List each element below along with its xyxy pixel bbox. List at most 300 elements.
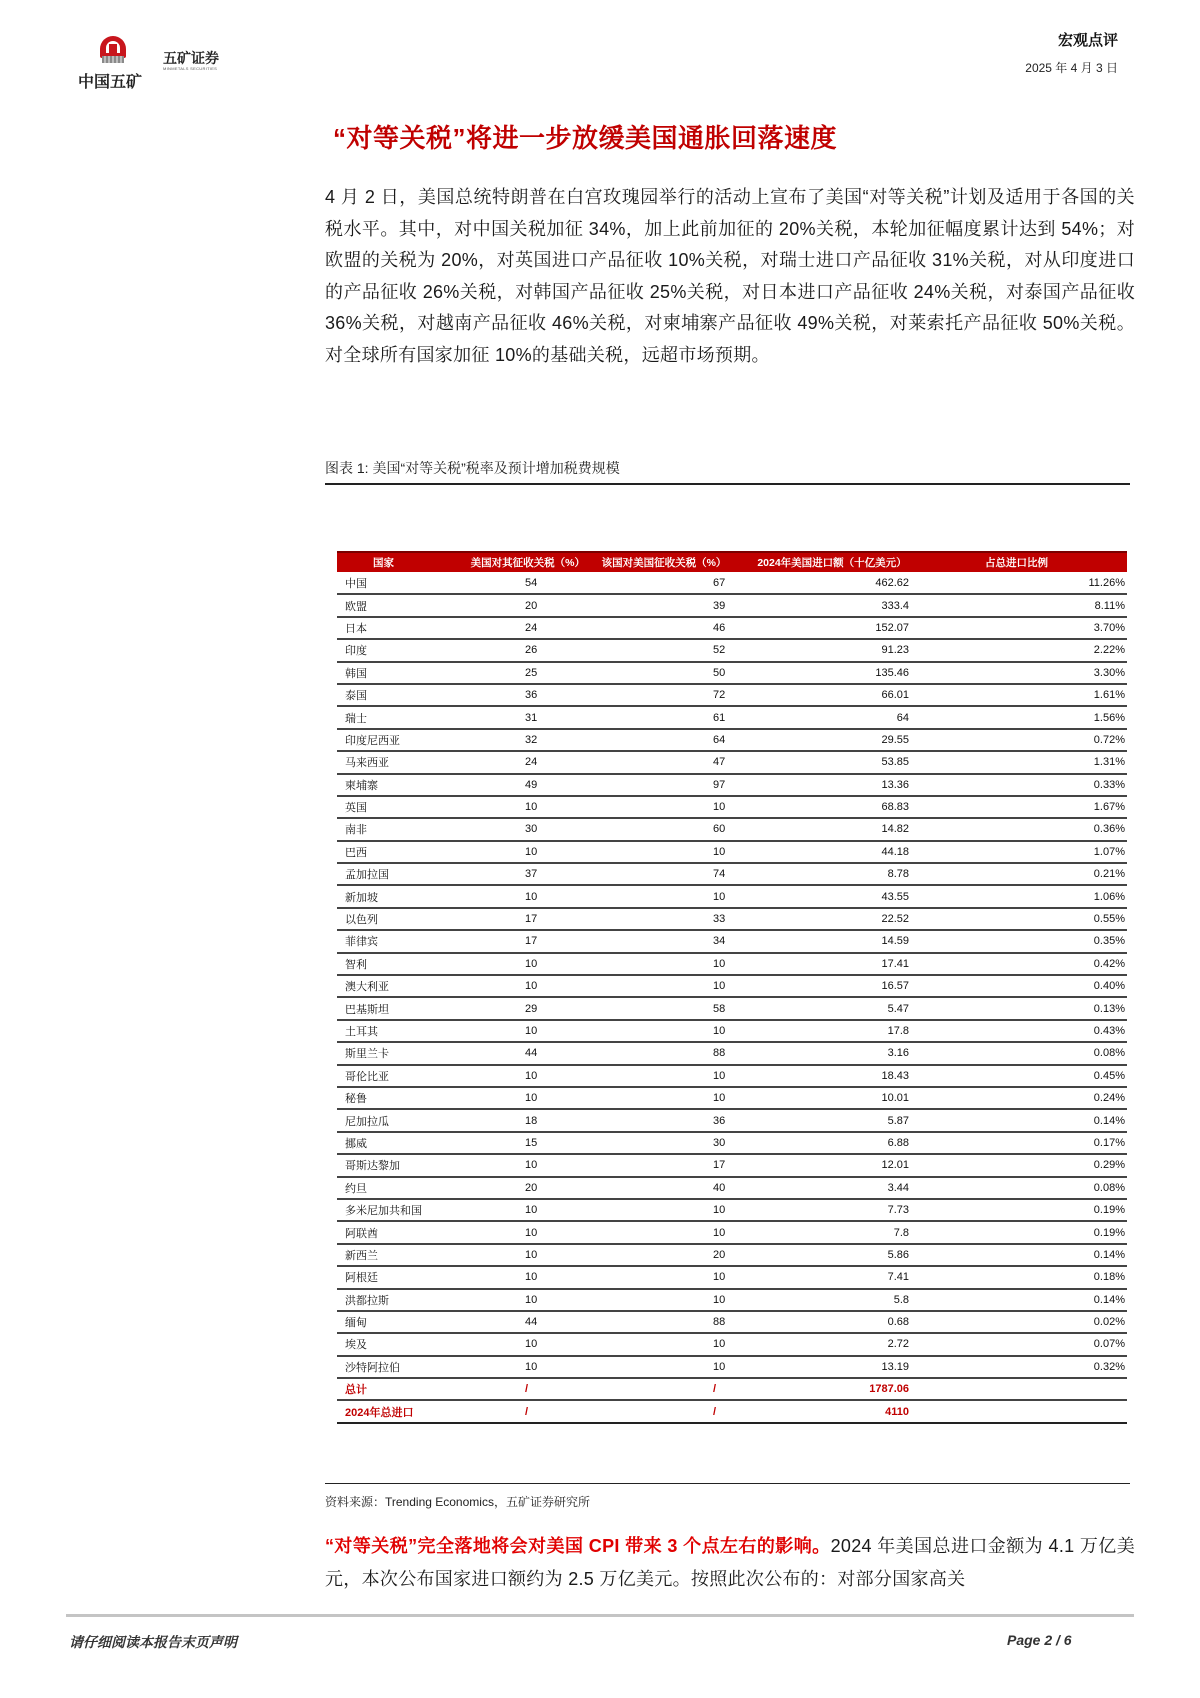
cell-country-tariff-value: 47 <box>713 756 726 769</box>
table-header-row <box>337 552 1127 572</box>
header-import-value: 2024年美国进口额（十亿美元） <box>739 552 925 572</box>
table-row <box>337 639 1127 661</box>
cell-country: 英国 <box>337 796 429 818</box>
cell-country-tariff-value: 97 <box>713 778 726 791</box>
cell-us-tariff <box>429 1311 589 1333</box>
cell-import-value <box>739 1356 925 1378</box>
cell-country-tariff <box>589 997 739 1019</box>
cell-import-share: 0.07% <box>925 1333 1127 1355</box>
cell-import-value-value: 5.86 <box>887 1248 909 1261</box>
cell-country: 总计 <box>337 1378 429 1400</box>
cell-import-share: 0.08% <box>925 1042 1127 1064</box>
cell-country: 澳大利亚 <box>337 975 429 997</box>
cell-import-share: 0.36% <box>925 818 1127 840</box>
cell-us-tariff <box>429 1132 589 1154</box>
cell-country-tariff-value: 72 <box>713 689 726 702</box>
cell-country-tariff <box>589 1378 739 1400</box>
cell-us-tariff-value: 32 <box>525 733 538 746</box>
cell-country-tariff-value: / <box>713 1405 717 1418</box>
cell-import-value-value: 18.43 <box>881 1069 909 1082</box>
cell-import-share: 8.11% <box>925 594 1127 616</box>
cell-us-tariff <box>429 997 589 1019</box>
cell-us-tariff <box>429 617 589 639</box>
table-row <box>337 617 1127 639</box>
cell-us-tariff-value: 54 <box>525 576 538 589</box>
cell-us-tariff-value: 24 <box>525 756 538 769</box>
cell-us-tariff <box>429 1087 589 1109</box>
cell-import-value <box>739 1244 925 1266</box>
cell-us-tariff <box>429 1333 589 1355</box>
cell-import-value <box>739 729 925 751</box>
cell-us-tariff-value: 10 <box>525 1271 538 1284</box>
cell-us-tariff-value: 15 <box>525 1136 538 1149</box>
cell-country-tariff-value: / <box>713 1383 717 1396</box>
cell-us-tariff-value: 29 <box>525 1002 538 1015</box>
cell-us-tariff-value: 10 <box>525 1069 538 1082</box>
company-logo <box>78 36 148 94</box>
cell-us-tariff-value: 30 <box>525 823 538 836</box>
cell-country-tariff-value: 30 <box>713 1136 726 1149</box>
cell-country-tariff-value: 52 <box>713 644 726 657</box>
cell-import-value-value: 3.16 <box>887 1047 909 1060</box>
cell-country-tariff-value: 10 <box>713 801 726 814</box>
table-row <box>337 908 1127 930</box>
cell-country: 挪威 <box>337 1132 429 1154</box>
cell-import-share: 0.43% <box>925 1020 1127 1042</box>
table-row <box>337 1087 1127 1109</box>
table-row <box>337 841 1127 863</box>
cell-country-tariff-value: 10 <box>713 1293 726 1306</box>
table-row <box>337 774 1127 796</box>
cell-import-share: 1.07% <box>925 841 1127 863</box>
cell-country: 柬埔寨 <box>337 774 429 796</box>
cell-us-tariff <box>429 1199 589 1221</box>
cell-import-value <box>739 1042 925 1064</box>
cell-import-share: 2.22% <box>925 639 1127 661</box>
cell-import-value <box>739 639 925 661</box>
logo-group-name: 中国五矿 <box>78 74 143 91</box>
cell-country-tariff <box>589 706 739 728</box>
cell-us-tariff <box>429 1065 589 1087</box>
cell-import-share: 0.35% <box>925 930 1127 952</box>
table-row <box>337 1177 1127 1199</box>
cell-country-tariff-value: 40 <box>713 1181 726 1194</box>
cell-import-value-value: 66.01 <box>881 689 909 702</box>
cell-us-tariff-value: 10 <box>525 1338 538 1351</box>
table-row <box>337 1154 1127 1176</box>
cell-country-tariff-value: 34 <box>713 935 726 948</box>
cell-country-tariff <box>589 662 739 684</box>
cell-country-tariff-value: 60 <box>713 823 726 836</box>
cell-us-tariff <box>429 1356 589 1378</box>
cell-import-value-value: 10.01 <box>881 1092 909 1105</box>
cell-country: 巴基斯坦 <box>337 997 429 1019</box>
cell-country-tariff <box>589 908 739 930</box>
cell-import-share: 0.40% <box>925 975 1127 997</box>
cell-us-tariff-value: 10 <box>525 890 538 903</box>
table-row <box>337 729 1127 751</box>
cell-country-tariff <box>589 1356 739 1378</box>
cell-import-share: 0.17% <box>925 1132 1127 1154</box>
cell-import-value-value: 14.59 <box>881 935 909 948</box>
page-number: Page 2 / 6 <box>1007 1632 1072 1648</box>
cell-country: 马来西亚 <box>337 751 429 773</box>
table-row <box>337 1042 1127 1064</box>
cell-country-tariff-value: 20 <box>713 1248 726 1261</box>
cell-import-value <box>739 1087 925 1109</box>
cell-import-value <box>739 1311 925 1333</box>
table-row <box>337 796 1127 818</box>
table-row <box>337 1132 1127 1154</box>
cell-country-tariff <box>589 818 739 840</box>
minmetals-emblem-icon <box>100 36 126 62</box>
cell-country-tariff-value: 10 <box>713 1271 726 1284</box>
cell-import-share <box>925 1378 1127 1400</box>
figure-caption: 图表 1: 美国“对等关税”税率及预计增加税费规模 <box>325 460 620 476</box>
cell-us-tariff <box>429 662 589 684</box>
table-row <box>337 662 1127 684</box>
caption-divider <box>325 483 1130 485</box>
cell-country-tariff <box>589 1311 739 1333</box>
cell-us-tariff <box>429 594 589 616</box>
cell-country: 多米尼加共和国 <box>337 1199 429 1221</box>
cell-import-value <box>739 818 925 840</box>
cell-country-tariff-value: 61 <box>713 711 726 724</box>
cell-us-tariff-value: 10 <box>525 801 538 814</box>
cell-import-share: 0.02% <box>925 1311 1127 1333</box>
cell-us-tariff-value: 26 <box>525 644 538 657</box>
cell-import-share: 0.42% <box>925 953 1127 975</box>
cell-import-value-value: 17.41 <box>881 957 909 970</box>
report-date: 2025 年 4 月 3 日 <box>1025 61 1118 75</box>
cell-us-tariff <box>429 751 589 773</box>
table-row <box>337 1333 1127 1355</box>
header-us-tariff: 美国对其征收关税（%） <box>429 552 589 572</box>
cell-country-tariff-value: 50 <box>713 666 726 679</box>
table-row <box>337 1244 1127 1266</box>
figure-source: 资料来源：Trending Economics，五矿证券研究所 <box>325 1495 590 1509</box>
table-row <box>337 818 1127 840</box>
cell-country: 瑞士 <box>337 706 429 728</box>
cell-us-tariff-value: 17 <box>525 913 538 926</box>
cell-country: 泰国 <box>337 684 429 706</box>
cell-import-value-value: 22.52 <box>881 913 909 926</box>
cell-import-share: 0.21% <box>925 863 1127 885</box>
cell-country: 阿联酋 <box>337 1221 429 1243</box>
cell-country-tariff <box>589 1333 739 1355</box>
cell-import-value-value: 13.36 <box>881 778 909 791</box>
cell-country-tariff <box>589 1042 739 1064</box>
cell-country: 印度尼西亚 <box>337 729 429 751</box>
cell-us-tariff-value: 24 <box>525 621 538 634</box>
cell-country-tariff-value: 10 <box>713 890 726 903</box>
cell-us-tariff-value: / <box>525 1405 529 1418</box>
cell-country: 印度 <box>337 639 429 661</box>
cell-us-tariff <box>429 1378 589 1400</box>
cell-country: 韩国 <box>337 662 429 684</box>
cell-country-tariff <box>589 863 739 885</box>
cell-country-tariff <box>589 729 739 751</box>
cell-country-tariff <box>589 1244 739 1266</box>
cell-import-value-value: 135.46 <box>875 666 909 679</box>
cell-import-share: 0.14% <box>925 1289 1127 1311</box>
cell-country-tariff <box>589 885 739 907</box>
cell-us-tariff <box>429 1154 589 1176</box>
cell-import-value-value: 7.8 <box>893 1226 909 1239</box>
cell-country: 洪都拉斯 <box>337 1289 429 1311</box>
cell-import-share: 0.45% <box>925 1065 1127 1087</box>
cell-import-value <box>739 617 925 639</box>
cell-us-tariff <box>429 774 589 796</box>
table-row <box>337 1266 1127 1288</box>
cell-import-value-value: 7.73 <box>887 1204 909 1217</box>
cell-import-value <box>739 1132 925 1154</box>
cell-us-tariff <box>429 841 589 863</box>
cell-country-tariff <box>589 1065 739 1087</box>
cell-us-tariff-value: 10 <box>525 1025 538 1037</box>
cell-import-value-value: 0.68 <box>887 1316 909 1329</box>
cell-import-share: 0.19% <box>925 1221 1127 1243</box>
cell-us-tariff <box>429 729 589 751</box>
cell-country-tariff-value: 10 <box>713 1069 726 1082</box>
cell-import-share: 1.06% <box>925 885 1127 907</box>
cell-import-share: 1.61% <box>925 684 1127 706</box>
cell-us-tariff-value: 10 <box>525 1159 538 1172</box>
cell-country: 日本 <box>337 617 429 639</box>
cell-import-share: 0.14% <box>925 1244 1127 1266</box>
intro-paragraph: 4 月 2 日，美国总统特朗普在白宫玫瑰园举行的活动上宣布了美国“对等关税”计划及适用于各国的关税水平。其中，对中国关税加征 34%，加上此前加征的 20%关税，本轮加征幅度累计达到 54%；对欧盟的关税为 20%，对英国进口产品征收 10%关税，对瑞士进口产品征收 31%关税，对从印度进口的产品征收 26%关税，对韩国产品征收 25%关税，对日本进口产品征收 24%关税，对泰国产品征收 36%关税，对越南产品征收 46%关税，对柬埔寨产品征收 49%关税，对莱索托产品征收 50%关税。对全球所有国家加征 10%的基础关税，远超市场预期。 <box>325 187 1135 365</box>
cell-country: 智利 <box>337 953 429 975</box>
cell-country: 孟加拉国 <box>337 863 429 885</box>
cell-country: 哥伦比亚 <box>337 1065 429 1087</box>
table-row <box>337 684 1127 706</box>
report-type: 宏观点评 <box>1057 32 1118 49</box>
table-row <box>337 1020 1127 1042</box>
cell-us-tariff-value: 10 <box>525 957 538 970</box>
cell-country-tariff-value: 36 <box>713 1114 726 1127</box>
cell-import-value-value: 44.18 <box>881 845 909 858</box>
cell-import-value-value: 5.47 <box>887 1002 909 1015</box>
table-row <box>337 594 1127 616</box>
cell-country: 尼加拉瓜 <box>337 1109 429 1131</box>
cell-import-value-value: 91.23 <box>881 644 909 657</box>
header-country-tariff: 该国对美国征收关税（%） <box>589 552 739 572</box>
logo-brand-english: MINMETALS SECURITIES <box>163 66 218 71</box>
cell-import-share: 0.18% <box>925 1266 1127 1288</box>
cell-import-value-value: 53.85 <box>881 756 909 769</box>
cell-country-tariff <box>589 1087 739 1109</box>
cell-country: 南非 <box>337 818 429 840</box>
cell-import-value <box>739 572 925 594</box>
cell-import-value <box>739 863 925 885</box>
cell-import-value-value: 2.72 <box>887 1338 909 1351</box>
cell-import-value <box>739 662 925 684</box>
cell-country-tariff-value: 64 <box>713 733 726 746</box>
cpi-impact-highlight: “对等关税”完全落地将会对美国 CPI 带来 3 个点左右的影响。 <box>325 1536 831 1556</box>
cell-us-tariff <box>429 885 589 907</box>
cell-import-share: 0.14% <box>925 1109 1127 1131</box>
cell-country: 2024年总进口 <box>337 1400 429 1422</box>
cell-import-share: 0.33% <box>925 774 1127 796</box>
cell-us-tariff <box>429 930 589 952</box>
cell-us-tariff-value: 10 <box>525 845 538 858</box>
cell-import-share: 0.24% <box>925 1087 1127 1109</box>
cell-country-tariff-value: 10 <box>713 957 726 970</box>
cell-country-tariff-value: 10 <box>713 1025 726 1037</box>
cell-import-value-value: 13.19 <box>881 1360 909 1373</box>
cell-country-tariff <box>589 639 739 661</box>
cell-us-tariff <box>429 818 589 840</box>
cell-import-value <box>739 975 925 997</box>
cell-import-value <box>739 1400 925 1422</box>
cell-country-tariff-value: 10 <box>713 980 726 993</box>
cell-import-value <box>739 684 925 706</box>
cell-country-tariff-value: 10 <box>713 1338 726 1351</box>
cell-us-tariff-value: 25 <box>525 666 538 679</box>
cell-import-value-value: 5.87 <box>887 1114 909 1127</box>
cell-country: 斯里兰卡 <box>337 1042 429 1064</box>
cell-import-value-value: 152.07 <box>875 621 909 634</box>
cell-country-tariff <box>589 841 739 863</box>
logo-brand-name: 五矿证券 <box>163 50 219 66</box>
cell-import-value-value: 4110 <box>885 1405 909 1418</box>
cell-us-tariff <box>429 706 589 728</box>
cell-country: 巴西 <box>337 841 429 863</box>
cell-country-tariff <box>589 1289 739 1311</box>
cell-import-share: 0.29% <box>925 1154 1127 1176</box>
cell-country: 欧盟 <box>337 594 429 616</box>
cell-import-value-value: 462.62 <box>875 576 909 589</box>
cell-import-value-value: 16.57 <box>881 980 909 993</box>
cell-import-value-value: 333.4 <box>881 599 909 612</box>
table-row <box>337 1109 1127 1131</box>
cell-us-tariff-value: 44 <box>525 1316 538 1329</box>
cell-country-tariff <box>589 1132 739 1154</box>
cell-import-share: 1.56% <box>925 706 1127 728</box>
cell-country: 哥斯达黎加 <box>337 1154 429 1176</box>
source-divider <box>325 1483 1130 1484</box>
cell-country-tariff <box>589 684 739 706</box>
cell-import-value <box>739 1154 925 1176</box>
table-row <box>337 751 1127 773</box>
cell-import-value-value: 8.78 <box>887 868 909 881</box>
cell-us-tariff <box>429 1289 589 1311</box>
cell-country: 埃及 <box>337 1333 429 1355</box>
cell-country: 约旦 <box>337 1177 429 1199</box>
cell-us-tariff <box>429 684 589 706</box>
cell-us-tariff-value: 10 <box>525 1226 538 1239</box>
cell-import-value <box>739 1289 925 1311</box>
cell-import-value <box>739 1065 925 1087</box>
cell-country-tariff-value: 46 <box>713 621 726 634</box>
cell-import-value-value: 14.82 <box>881 823 909 836</box>
cell-import-value-value: 43.55 <box>881 890 909 903</box>
cell-us-tariff-value: 31 <box>525 711 538 724</box>
cell-import-share: 0.19% <box>925 1199 1127 1221</box>
cell-import-value-value: 68.83 <box>881 801 909 814</box>
cell-import-value <box>739 1266 925 1288</box>
table-row <box>337 1199 1127 1221</box>
cell-import-value-value: 17.8 <box>887 1025 909 1037</box>
cell-country-tariff <box>589 1400 739 1422</box>
cell-us-tariff-value: 10 <box>525 1204 538 1217</box>
cpi-impact-paragraph <box>325 1530 1135 1596</box>
header-import-share: 占总进口比例 <box>925 552 1127 572</box>
cell-us-tariff <box>429 1177 589 1199</box>
cell-country-tariff-value: 39 <box>713 599 726 612</box>
cell-us-tariff-value: 17 <box>525 935 538 948</box>
table-row <box>337 930 1127 952</box>
cell-import-value <box>739 1378 925 1400</box>
cell-import-value <box>739 796 925 818</box>
cell-country-tariff <box>589 796 739 818</box>
cell-country: 新西兰 <box>337 1244 429 1266</box>
cell-import-value-value: 5.8 <box>893 1293 909 1306</box>
table-row <box>337 953 1127 975</box>
cell-us-tariff <box>429 796 589 818</box>
cell-country-tariff <box>589 594 739 616</box>
cell-import-value <box>739 997 925 1019</box>
table-row <box>337 1378 1127 1400</box>
cell-import-share: 1.31% <box>925 751 1127 773</box>
header-country: 国家 <box>337 552 429 572</box>
cell-us-tariff-value: 49 <box>525 778 538 791</box>
table-row <box>337 997 1127 1019</box>
cell-country-tariff <box>589 617 739 639</box>
footer-disclaimer: 请仔细阅读本报告末页声明 <box>69 1634 237 1650</box>
cell-country-tariff <box>589 1109 739 1131</box>
cell-country-tariff-value: 88 <box>713 1316 726 1329</box>
cell-import-share: 0.32% <box>925 1356 1127 1378</box>
cell-us-tariff <box>429 572 589 594</box>
tariff-table <box>337 551 1127 1424</box>
cell-country-tariff <box>589 1020 739 1042</box>
cell-import-value <box>739 751 925 773</box>
cell-us-tariff <box>429 1266 589 1288</box>
cell-us-tariff-value: 10 <box>525 1092 538 1105</box>
cell-import-value-value: 1787.06 <box>869 1383 909 1396</box>
cell-country-tariff-value: 67 <box>713 576 726 589</box>
cell-import-value <box>739 1020 925 1042</box>
cell-us-tariff <box>429 1020 589 1042</box>
table-row <box>337 1400 1127 1422</box>
cell-import-share: 11.26% <box>925 572 1127 594</box>
cell-import-value <box>739 885 925 907</box>
table-row <box>337 1221 1127 1243</box>
cell-country-tariff-value: 10 <box>713 1204 726 1217</box>
cell-us-tariff-value: 36 <box>525 689 538 702</box>
cell-country-tariff-value: 10 <box>713 1360 726 1373</box>
cell-us-tariff <box>429 953 589 975</box>
cell-import-value <box>739 1333 925 1355</box>
cell-us-tariff-value: 10 <box>525 980 538 993</box>
table-row <box>337 572 1127 594</box>
cell-us-tariff <box>429 1042 589 1064</box>
cell-import-share: 0.72% <box>925 729 1127 751</box>
table-row <box>337 975 1127 997</box>
cell-country-tariff <box>589 1221 739 1243</box>
cell-import-value <box>739 1199 925 1221</box>
table-row <box>337 1065 1127 1087</box>
cell-us-tariff <box>429 1109 589 1131</box>
table-row <box>337 1356 1127 1378</box>
cell-import-value <box>739 1109 925 1131</box>
cell-import-value-value: 12.01 <box>881 1159 909 1172</box>
cell-import-value <box>739 1221 925 1243</box>
cell-country-tariff <box>589 572 739 594</box>
cell-us-tariff-value: 20 <box>525 599 538 612</box>
cell-us-tariff-value: 20 <box>525 1181 538 1194</box>
